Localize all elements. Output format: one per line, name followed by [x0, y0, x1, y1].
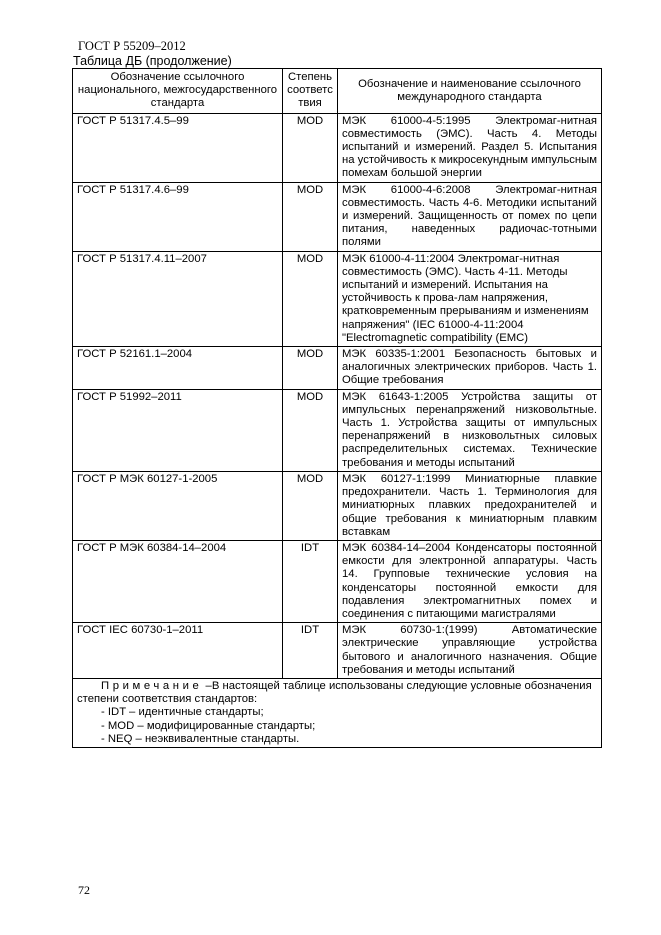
column-header-national: Обозначение ссылочного национального, межгосударственного стандарта [73, 69, 283, 114]
degree-cell: MOD [283, 182, 338, 251]
international-standard-cell: МЭК 60335-1:2001 Безопасность бытовых и аналогичных электрических приборов. Часть 1. Общие требования [338, 347, 602, 390]
degree-cell: MOD [283, 471, 338, 540]
national-standard-cell: ГОСТ Р МЭК 60384-14–2004 [73, 540, 283, 622]
international-standard-cell: МЭК 61000-4-6:2008 Электромаг-нитная совместимость. Часть 4-6. Методики испытаний и измерений. Защищенность от помех по цепи питания, наведенных радиочас-тотными полями [338, 182, 602, 251]
table-row [73, 623, 602, 679]
reference-standards-table [72, 68, 602, 748]
degree-cell: MOD [283, 113, 338, 182]
table-caption: Таблица ДБ (продолжение) [73, 54, 232, 68]
note-intro-text: –В настоящей таблице использованы следующие условные обозначения степени соответствия стандартов: [77, 679, 592, 706]
international-standard-cell: МЭК 60730-1:(1999) Автоматические электрические управляющие устройства бытового и аналогичного назначения. Общие требования и методы испытаний [338, 623, 602, 679]
table-row [73, 389, 602, 471]
table-note-row [73, 678, 602, 747]
table-note [73, 678, 602, 747]
national-standard-cell: ГОСТ Р 51317.4.5–99 [73, 113, 283, 182]
page-number: 72 [78, 883, 90, 897]
table-row [73, 540, 602, 622]
note-label: Примечание [101, 679, 203, 692]
column-header-international: Обозначение и наименование ссылочного международного стандарта [338, 69, 602, 114]
degree-cell: MOD [283, 347, 338, 390]
national-standard-cell: ГОСТ IEC 60730-1–2011 [73, 623, 283, 679]
degree-cell: MOD [283, 389, 338, 471]
note-intro [77, 680, 597, 706]
degree-cell: IDT [283, 623, 338, 679]
degree-cell: MOD [283, 251, 338, 346]
national-standard-cell: ГОСТ Р 52161.1–2004 [73, 347, 283, 390]
national-standard-cell: ГОСТ Р МЭК 60127-1-2005 [73, 471, 283, 540]
note-item: - NEQ – неэквивалентные стандарты. [101, 732, 300, 745]
table-header-row [73, 69, 602, 114]
table-row [73, 113, 602, 182]
table-row [73, 251, 602, 346]
national-standard-cell: ГОСТ Р 51317.4.6–99 [73, 182, 283, 251]
note-item: - MOD – модифицированные стандарты; [101, 719, 316, 732]
international-standard-cell: МЭК 60384-14–2004 Конденсаторы постоянной емкости для электронной аппаратуры. Часть 14. Групповые технические условия на конденсаторы постоянной емкости для подавления электромагнитных помех и соединения с питающими магистралями [338, 540, 602, 622]
international-standard-cell: МЭК 61000-4-5:1995 Электромаг-нитная совместимость (ЭМС). Часть 4. Методы испытаний и измерений. Раздел 5. Испытания на устойчивость к микросекундным импульсным помехам большой энергии [338, 113, 602, 182]
note-item: - IDT – идентичные стандарты; [101, 706, 264, 719]
document-header: ГОСТ Р 55209–2012 [78, 39, 186, 53]
column-header-degree: Степень соответс твия [283, 69, 338, 114]
international-standard-cell: МЭК 60127-1:1999 Миниатюрные плавкие предохранители. Часть 1. Терминология для миниатюрных плавких предохранителей и общие требования к миниатюрным плавким вставкам [338, 471, 602, 540]
national-standard-cell: ГОСТ Р 51317.4.11–2007 [73, 251, 283, 346]
degree-cell: IDT [283, 540, 338, 622]
table-row [73, 347, 602, 390]
table-row [73, 471, 602, 540]
international-standard-cell: МЭК 61643-1:2005 Устройства защиты от импульсных перенапряжений низковольтные. Часть 1. Устройства защиты от импульсных перенапряжений в низковольтных силовых распределительных системах. Технические требования и методы испытаний [338, 389, 602, 471]
national-standard-cell: ГОСТ Р 51992–2011 [73, 389, 283, 471]
international-standard-cell: МЭК 61000-4-11:2004 Электромаг-нитная совместимость (ЭМС). Часть 4-11. Методы испытаний и измерений. Испытания на устойчивость к прова-лам напряжения, кратковременным прерываниям и изменениям напряжения" (IEC 61000-4-11:2004 "Electromagnetic compatibility (EMC) [338, 251, 602, 346]
table-row [73, 182, 602, 251]
